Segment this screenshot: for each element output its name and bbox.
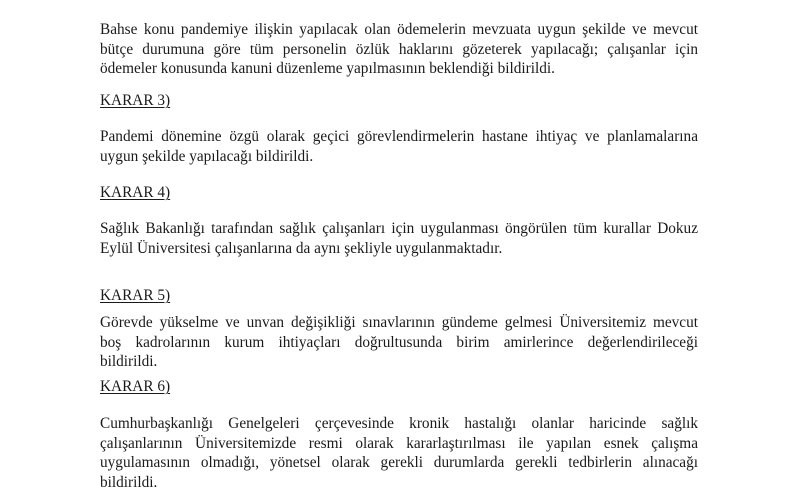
text-line: uygulamasının olmadığı, yönetsel olarak gerekli durumlarda gerekli tedbirlerin alınacağı — [100, 454, 698, 471]
paragraph-payments — [100, 20, 698, 79]
text-line: bütçe durumuna göre tüm personelin özlük haklarını gözeterek yapılacağı; çalışanlar için — [100, 40, 698, 58]
text-line: boş kadrolarının kurum ihtiyaçları doğrultusunda birim amirlerince değerlendirileceği — [100, 333, 698, 351]
heading-karar-6: KARAR 6) — [100, 378, 171, 395]
text-line: bildirildi. — [100, 353, 158, 370]
heading-karar-3: KARAR 3) — [100, 92, 171, 109]
text-line: bildirildi. — [100, 473, 158, 491]
text-line: uygun şekilde yapılacağı bildirildi. — [100, 147, 314, 165]
heading-karar-4: KARAR 4) — [100, 184, 171, 201]
text-line: Görevde yükselme ve unvan değişikliği sınavlarının gündeme gelmesi Üniversitemiz mevcut — [100, 314, 698, 331]
text-line: Pandemi dönemine özgü olarak geçici görevlendirmelerin hastane ihtiyaç ve planlamalarına — [100, 128, 698, 145]
text-line: ödemeler konusunda kanuni düzenleme yapılmasının beklendiği bildirildi. — [100, 60, 555, 77]
text-line: Sağlık Bakanlığı tarafından sağlık çalışanları için uygulanması öngörülen tüm kurallar Dokuz — [100, 220, 698, 237]
paragraph-ministry-rules — [100, 219, 698, 258]
text-line: çalışanlarının Üniversitemizde resmi olarak kararlaştırılması ile yapılan esnek çalışma — [100, 434, 698, 452]
text-line: Bahse konu pandemiye ilişkin yapılacak olan ödemelerin mevzuata uygun şekilde ve mevcut — [100, 21, 698, 38]
heading-karar-5: KARAR 5) — [100, 287, 171, 304]
text-line: Cumhurbaşkanlığı Genelgeleri çerçevesinde kronik hastalığı olanlar haricinde sağlık — [100, 415, 698, 432]
paragraph-temporary-assignments — [100, 127, 698, 166]
paragraph-promotion-exams — [100, 313, 698, 372]
paragraph-flexible-work — [100, 414, 698, 492]
text-line: Eylül Üniversitesi çalışanlarına da aynı şekliyle uygulanmaktadır. — [100, 239, 503, 257]
